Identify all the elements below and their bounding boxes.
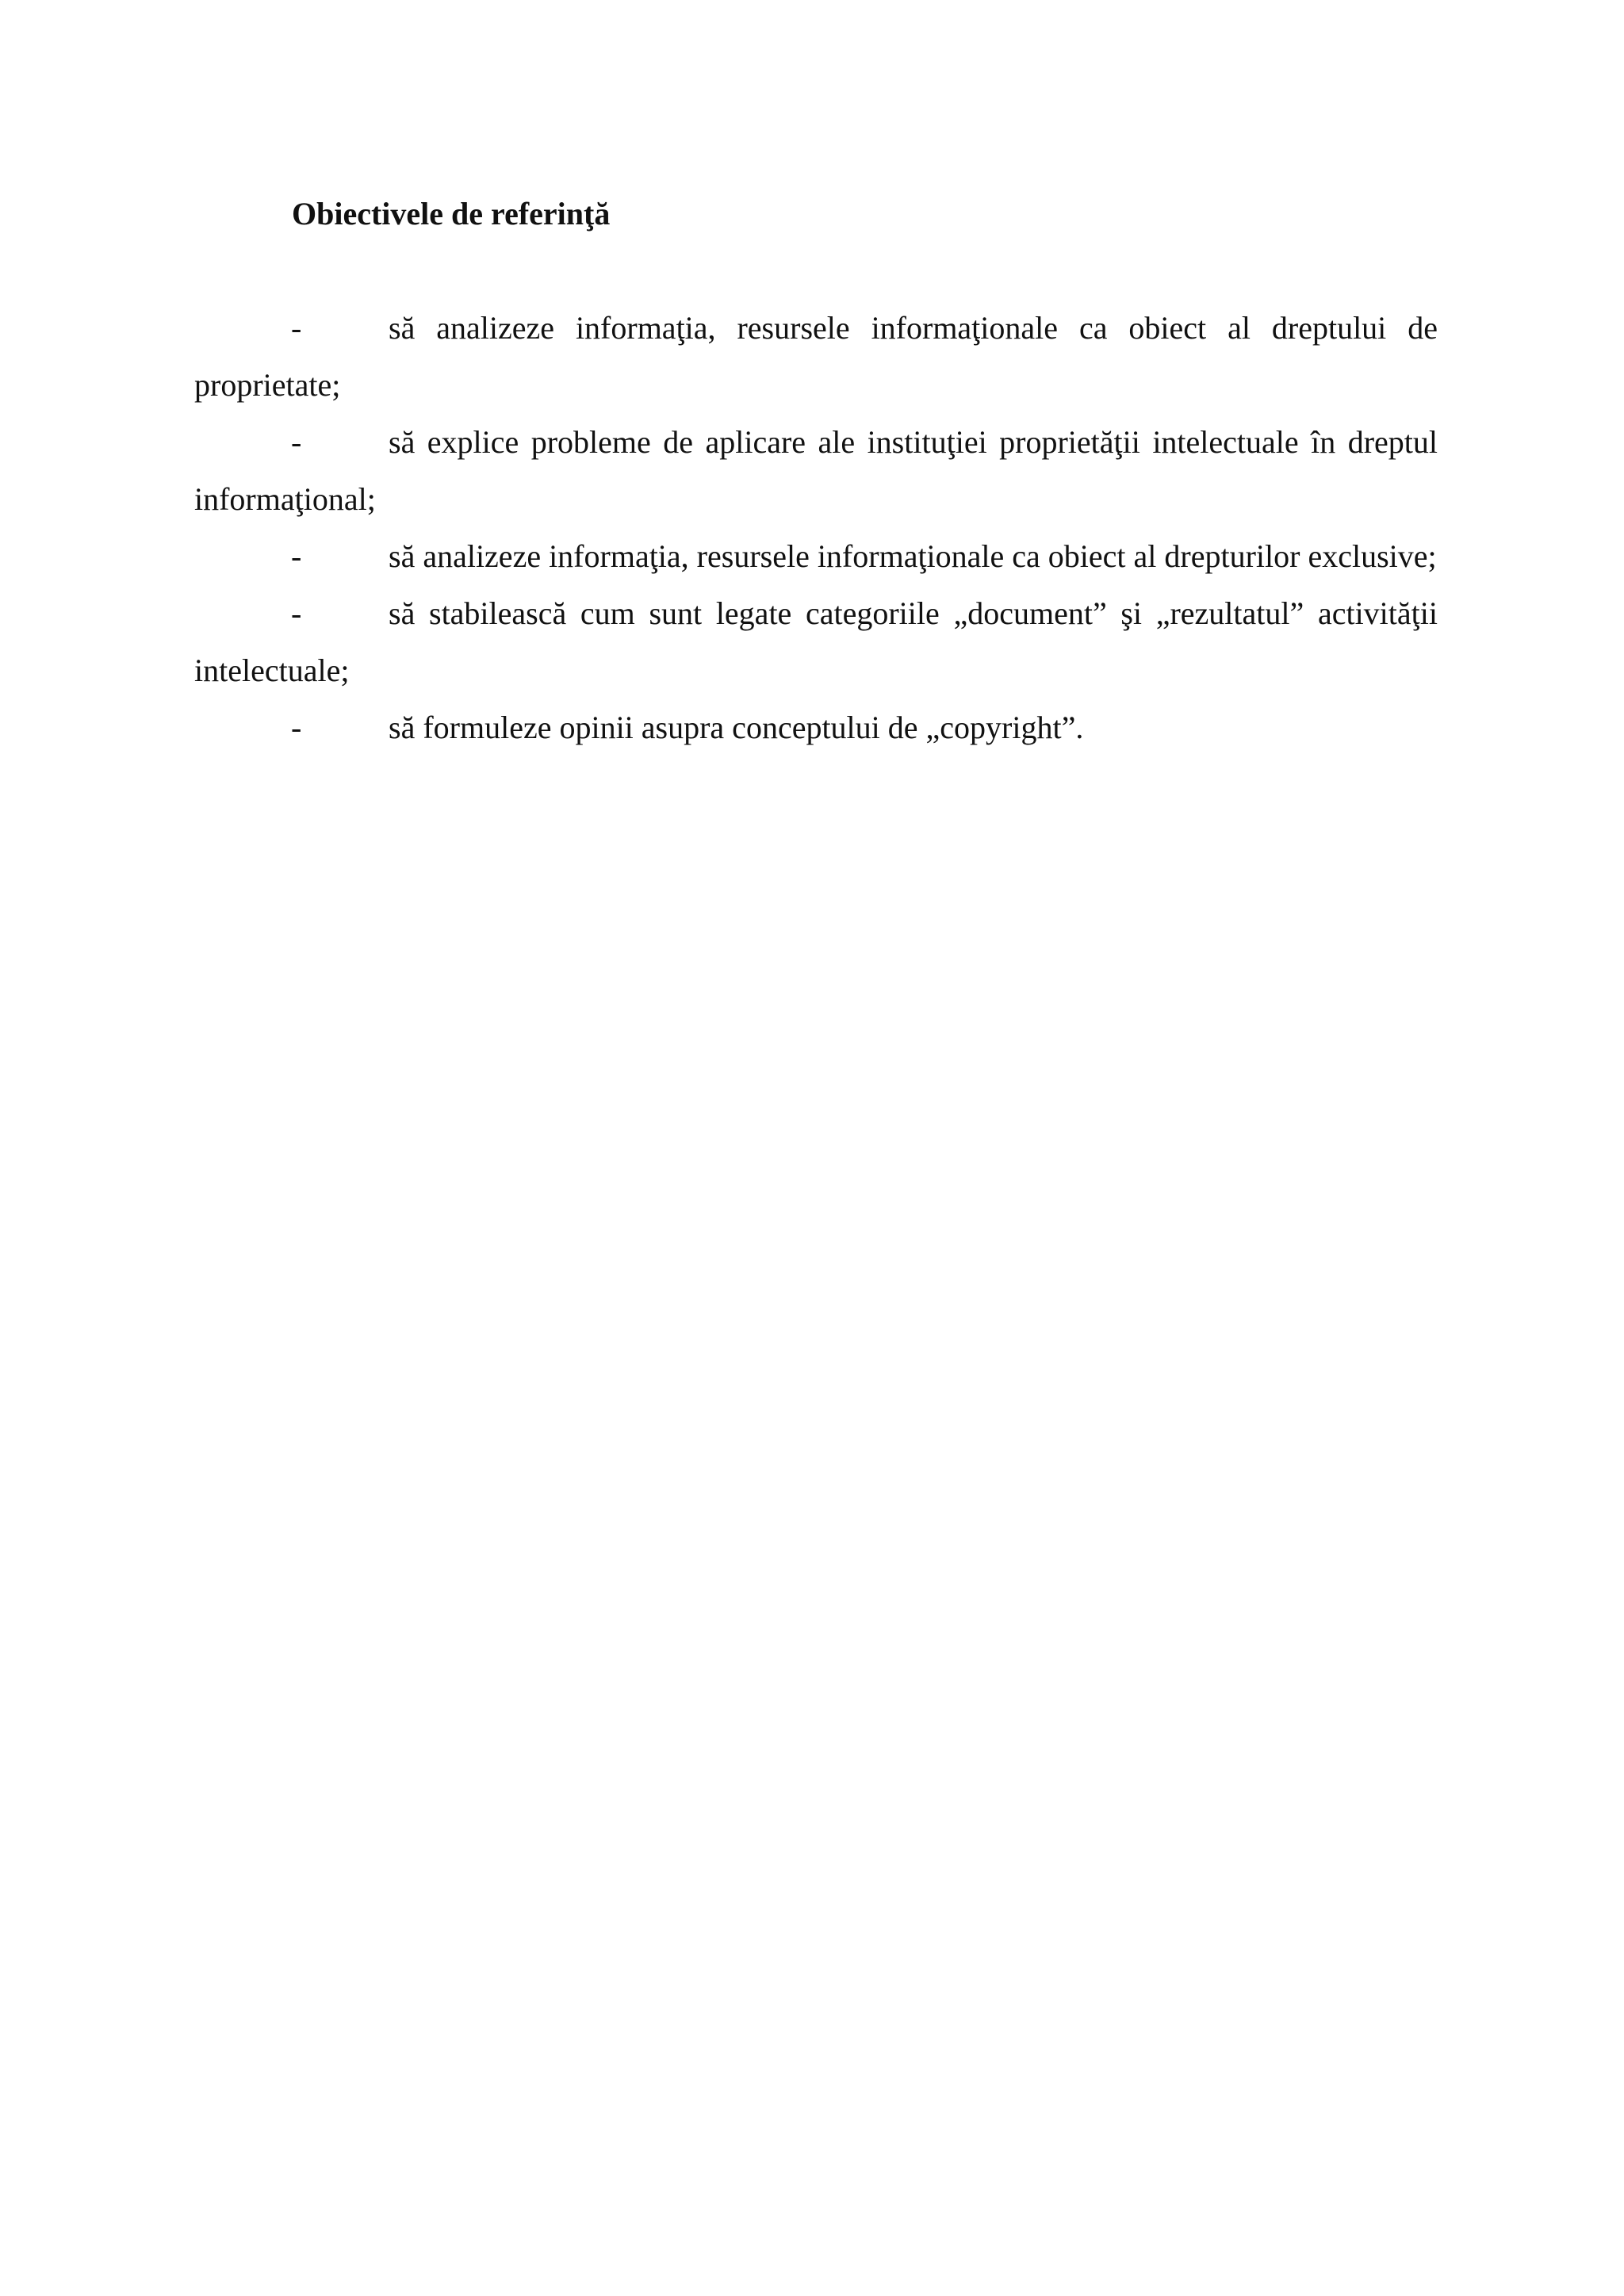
- objective-text: să analizeze informaţia, resursele informaţionale ca obiect al drepturilor exclusive;: [389, 538, 1437, 574]
- objective-item: [194, 300, 1438, 414]
- objective-item: [194, 414, 1438, 528]
- objective-item: [194, 528, 1438, 585]
- bullet-dash: -: [291, 595, 302, 631]
- bullet-dash: -: [291, 310, 302, 346]
- bullet-dash: -: [291, 538, 302, 574]
- section-heading: Obiectivele de referinţă: [292, 196, 611, 232]
- bullet-dash: -: [291, 710, 302, 745]
- objective-text: să formuleze opinii asupra conceptului de „copyright”.: [389, 710, 1084, 745]
- bullet-dash: -: [291, 424, 302, 460]
- objective-text: să stabilească cum sunt legate categoriile „document” şi „rezultatul” activităţii intelectuale;: [194, 595, 1438, 688]
- objective-item: [194, 699, 1438, 756]
- objectives-list: [194, 300, 1438, 756]
- objective-text: să analizeze informaţia, resursele informaţionale ca obiect al dreptului de proprietate;: [194, 310, 1438, 403]
- objective-text: să explice probleme de aplicare ale instituţiei proprietăţii intelectuale în dreptul informaţional;: [194, 424, 1438, 517]
- objective-item: [194, 585, 1438, 699]
